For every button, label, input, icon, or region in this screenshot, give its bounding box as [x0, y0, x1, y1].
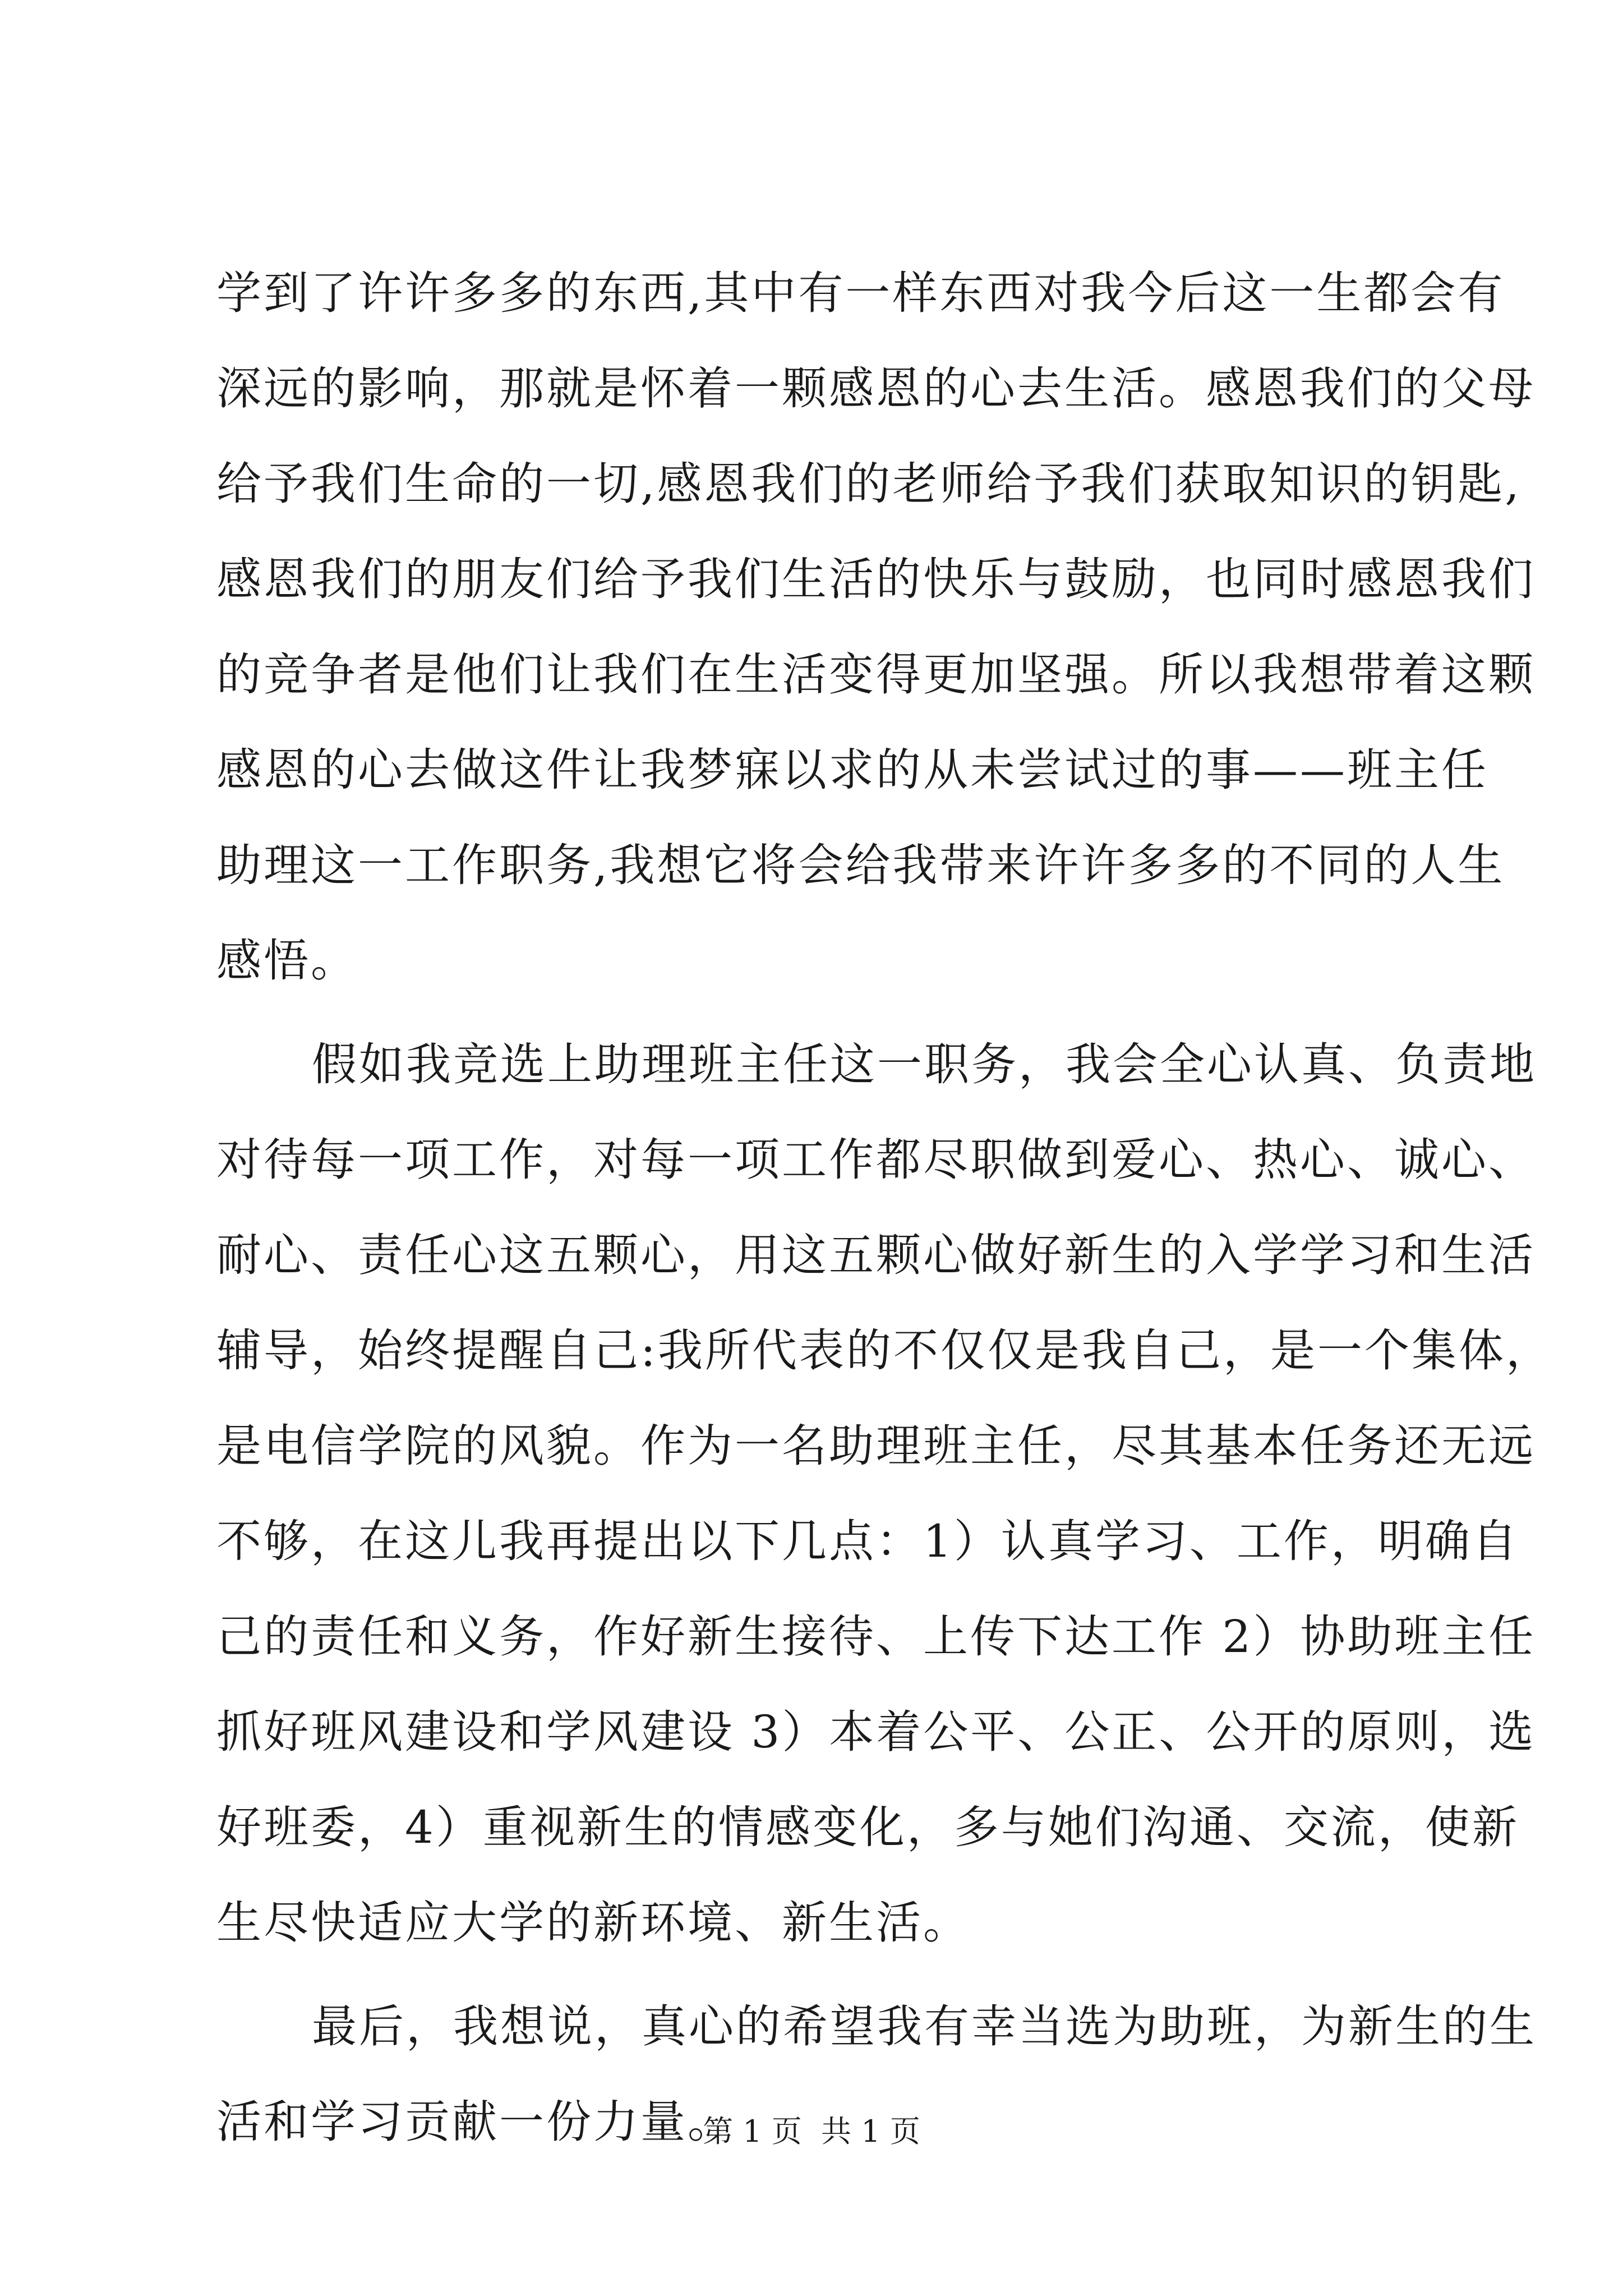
text-line: 好班委，4）重视新生的情感变化，多与她们沟通、交流，使新 — [216, 1801, 1519, 1853]
text-line: 给予我们生命的一切,感恩我们的老师给予我们获取知识的钥匙, — [216, 458, 1521, 510]
page-number: 第 1 页 共 1 页 — [703, 2114, 920, 2149]
text-line: 感恩的心去做这件让我梦寐以求的从未尝试过的事——班主任 — [216, 744, 1488, 796]
page-footer — [0, 2112, 1623, 2151]
text-line: 的竞争者是他们让我们在生活变得更加坚强。所以我想带着这颗 — [216, 648, 1536, 701]
text-line: 生尽快适应大学的新环境、新生活。 — [216, 1897, 970, 1949]
text-line: 对待每一项工作，对每一项工作都尽职做到爱心、热心、诚心、 — [216, 1134, 1536, 1186]
text-line: 耐心、责任心这五颗心，用这五颗心做好新生的入学学习和生活 — [216, 1229, 1536, 1281]
text-line: 假如我竞选上助理班主任这一职务，我会全心认真、负责地 — [312, 1038, 1537, 1091]
paragraph-1 — [216, 246, 1536, 1009]
text-line: 最后，我想说，真心的希望我有幸当选为助班，为新生的生 — [312, 2000, 1537, 2053]
text-line: 感恩我们的朋友们给予我们生活的快乐与鼓励，也同时感恩我们 — [216, 553, 1536, 605]
text-line: 是电信学院的风貌。作为一名助理班主任，尽其基本任务还无远 — [216, 1420, 1536, 1472]
paragraph-spacer — [216, 1971, 1422, 1979]
text-line: 学到了许许多多的东西,其中有一样东西对我今后这一生都会有 — [216, 267, 1505, 319]
document-body — [216, 246, 1553, 2170]
text-line: 己的责任和义务，作好新生接待、上传下达工作 2）协助班主任 — [216, 1611, 1536, 1663]
paragraph-2 — [216, 1017, 1553, 1971]
text-line: 辅导，始终提醒自己:我所代表的不仅仅是我自己，是一个集体， — [216, 1324, 1553, 1377]
text-line: 感悟。 — [216, 935, 358, 987]
text-line: 深远的影响，那就是怀着一颗感恩的心去生活。感恩我们的父母 — [216, 362, 1536, 415]
text-line: 不够，在这儿我再提出以下几点：1）认真学习、工作，明确自 — [216, 1515, 1519, 1567]
text-line: 助理这一工作职务,我想它将会给我带来许许多多的不同的人生 — [216, 839, 1505, 891]
text-line: 活和学习贡献一份力量。 — [216, 2096, 735, 2148]
paragraph-spacer — [216, 1009, 1422, 1017]
text-line: 抓好班风建设和学风建设 3）本着公平、公正、公开的原则，选 — [216, 1706, 1536, 1758]
